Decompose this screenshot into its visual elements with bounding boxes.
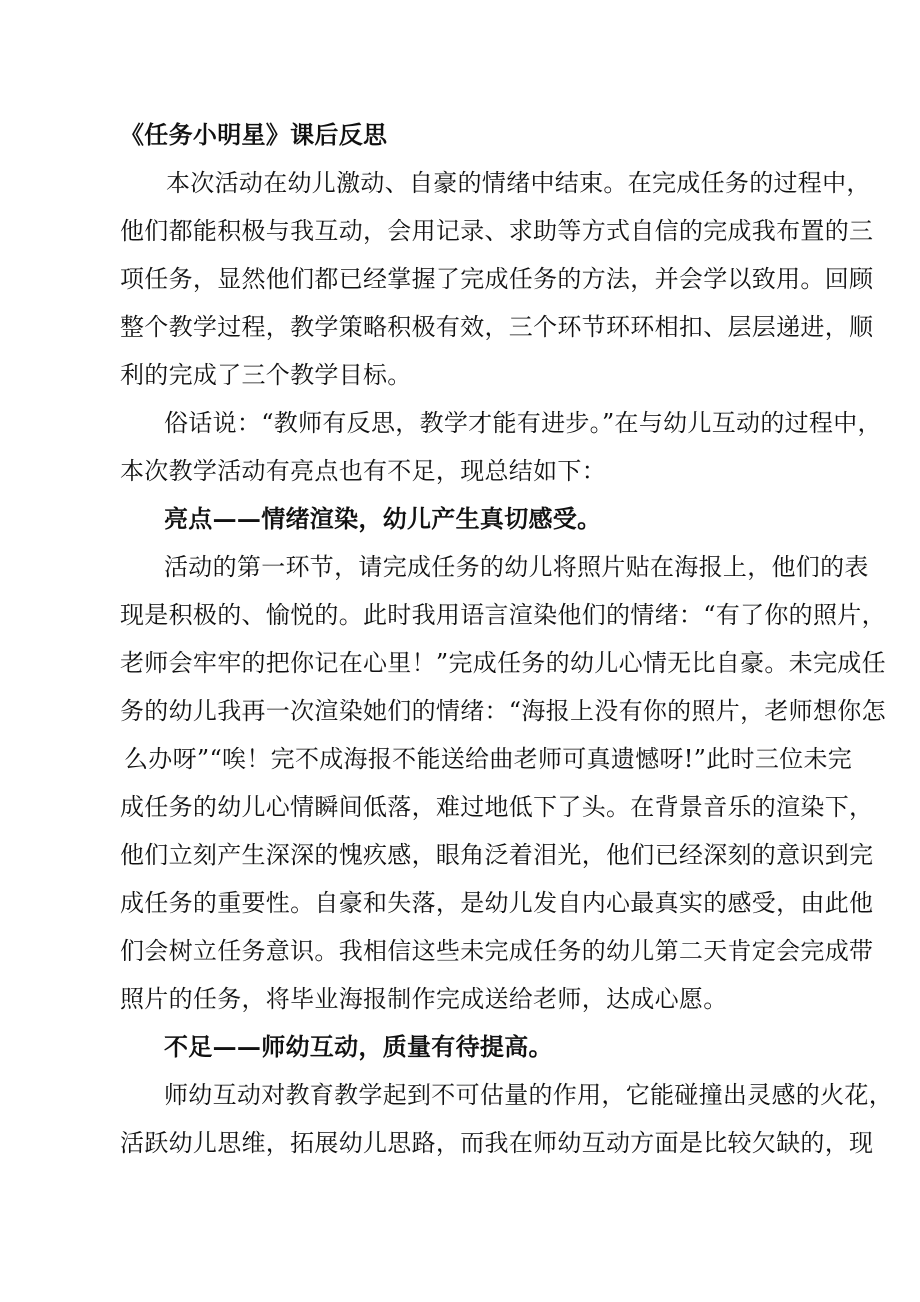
paragraph-3-line-5: 么办呀”“唉！完不成海报不能送给曲老师可真遗憾呀!”此时三位未完 xyxy=(124,745,853,773)
paragraph-3-line-1: 活动的第一环节，请完成任务的幼儿将照片贴在海报上，他们的表 xyxy=(164,553,869,581)
heading-highlight: 亮点——情绪渲染，幼儿产生真切感受。 xyxy=(164,504,602,533)
paragraph-1-line-5: 利的完成了三个教学目标。 xyxy=(120,361,412,389)
paragraph-1-line-3: 项任务，显然他们都已经掌握了完成任务的方法，并会学以致用。回顾 xyxy=(120,265,874,293)
paragraph-3-line-2: 现是积极的、愉悦的。此时我用语言渲染他们的情绪：“有了你的照片， xyxy=(120,601,886,629)
paragraph-3-line-6: 成任务的幼儿心情瞬间低落，难过地低下了头。在背景音乐的渲染下， xyxy=(120,793,874,821)
paragraph-3-line-8: 成任务的重要性。自豪和失落，是幼儿发自内心最真实的感受，由此他 xyxy=(120,889,874,917)
paragraph-4-line-2: 活跃幼儿思维，拓展幼儿思路，而我在师幼互动方面是比较欠缺的，现 xyxy=(120,1129,874,1157)
paragraph-2-line-2: 本次教学活动有亮点也有不足，现总结如下： xyxy=(120,457,606,485)
paragraph-1-line-2: 他们都能积极与我互动，会用记录、求助等方式自信的完成我布置的三 xyxy=(120,217,874,245)
paragraph-3-line-9: 们会树立任务意识。我相信这些未完成任务的幼儿第二天肯定会完成带 xyxy=(120,937,874,965)
paragraph-1-line-1: 本次活动在幼儿激动、自豪的情绪中结束。在完成任务的过程中， xyxy=(166,169,871,197)
paragraph-1-line-4: 整个教学过程，教学策略积极有效，三个环节环环相扣、层层递进，顺 xyxy=(120,313,874,341)
paragraph-3-line-7: 他们立刻产生深深的愧疚感，眼角泛着泪光，他们已经深刻的意识到完 xyxy=(120,841,874,869)
paragraph-3-line-3: 老师会牢牢的把你记在心里！”完成任务的幼儿心情无比自豪。未完成任 xyxy=(120,649,886,677)
paragraph-2-line-1: 俗话说：“教师有反思，教学才能有进步。”在与幼儿互动的过程中， xyxy=(164,409,882,437)
paragraph-3-line-10: 照片的任务，将毕业海报制作完成送给老师，达成心愿。 xyxy=(120,985,728,1013)
paragraph-4-line-1: 师幼互动对教育教学起到不可估量的作用，它能碰撞出灵感的火花， xyxy=(164,1081,893,1109)
document-title: 《任务小明星》课后反思 xyxy=(120,120,388,149)
paragraph-3-line-4: 务的幼儿我再一次渲染她们的情绪：“海报上没有你的照片，老师想你怎 xyxy=(120,697,886,725)
heading-shortcoming: 不足——师幼互动，质量有待提高。 xyxy=(164,1032,553,1061)
